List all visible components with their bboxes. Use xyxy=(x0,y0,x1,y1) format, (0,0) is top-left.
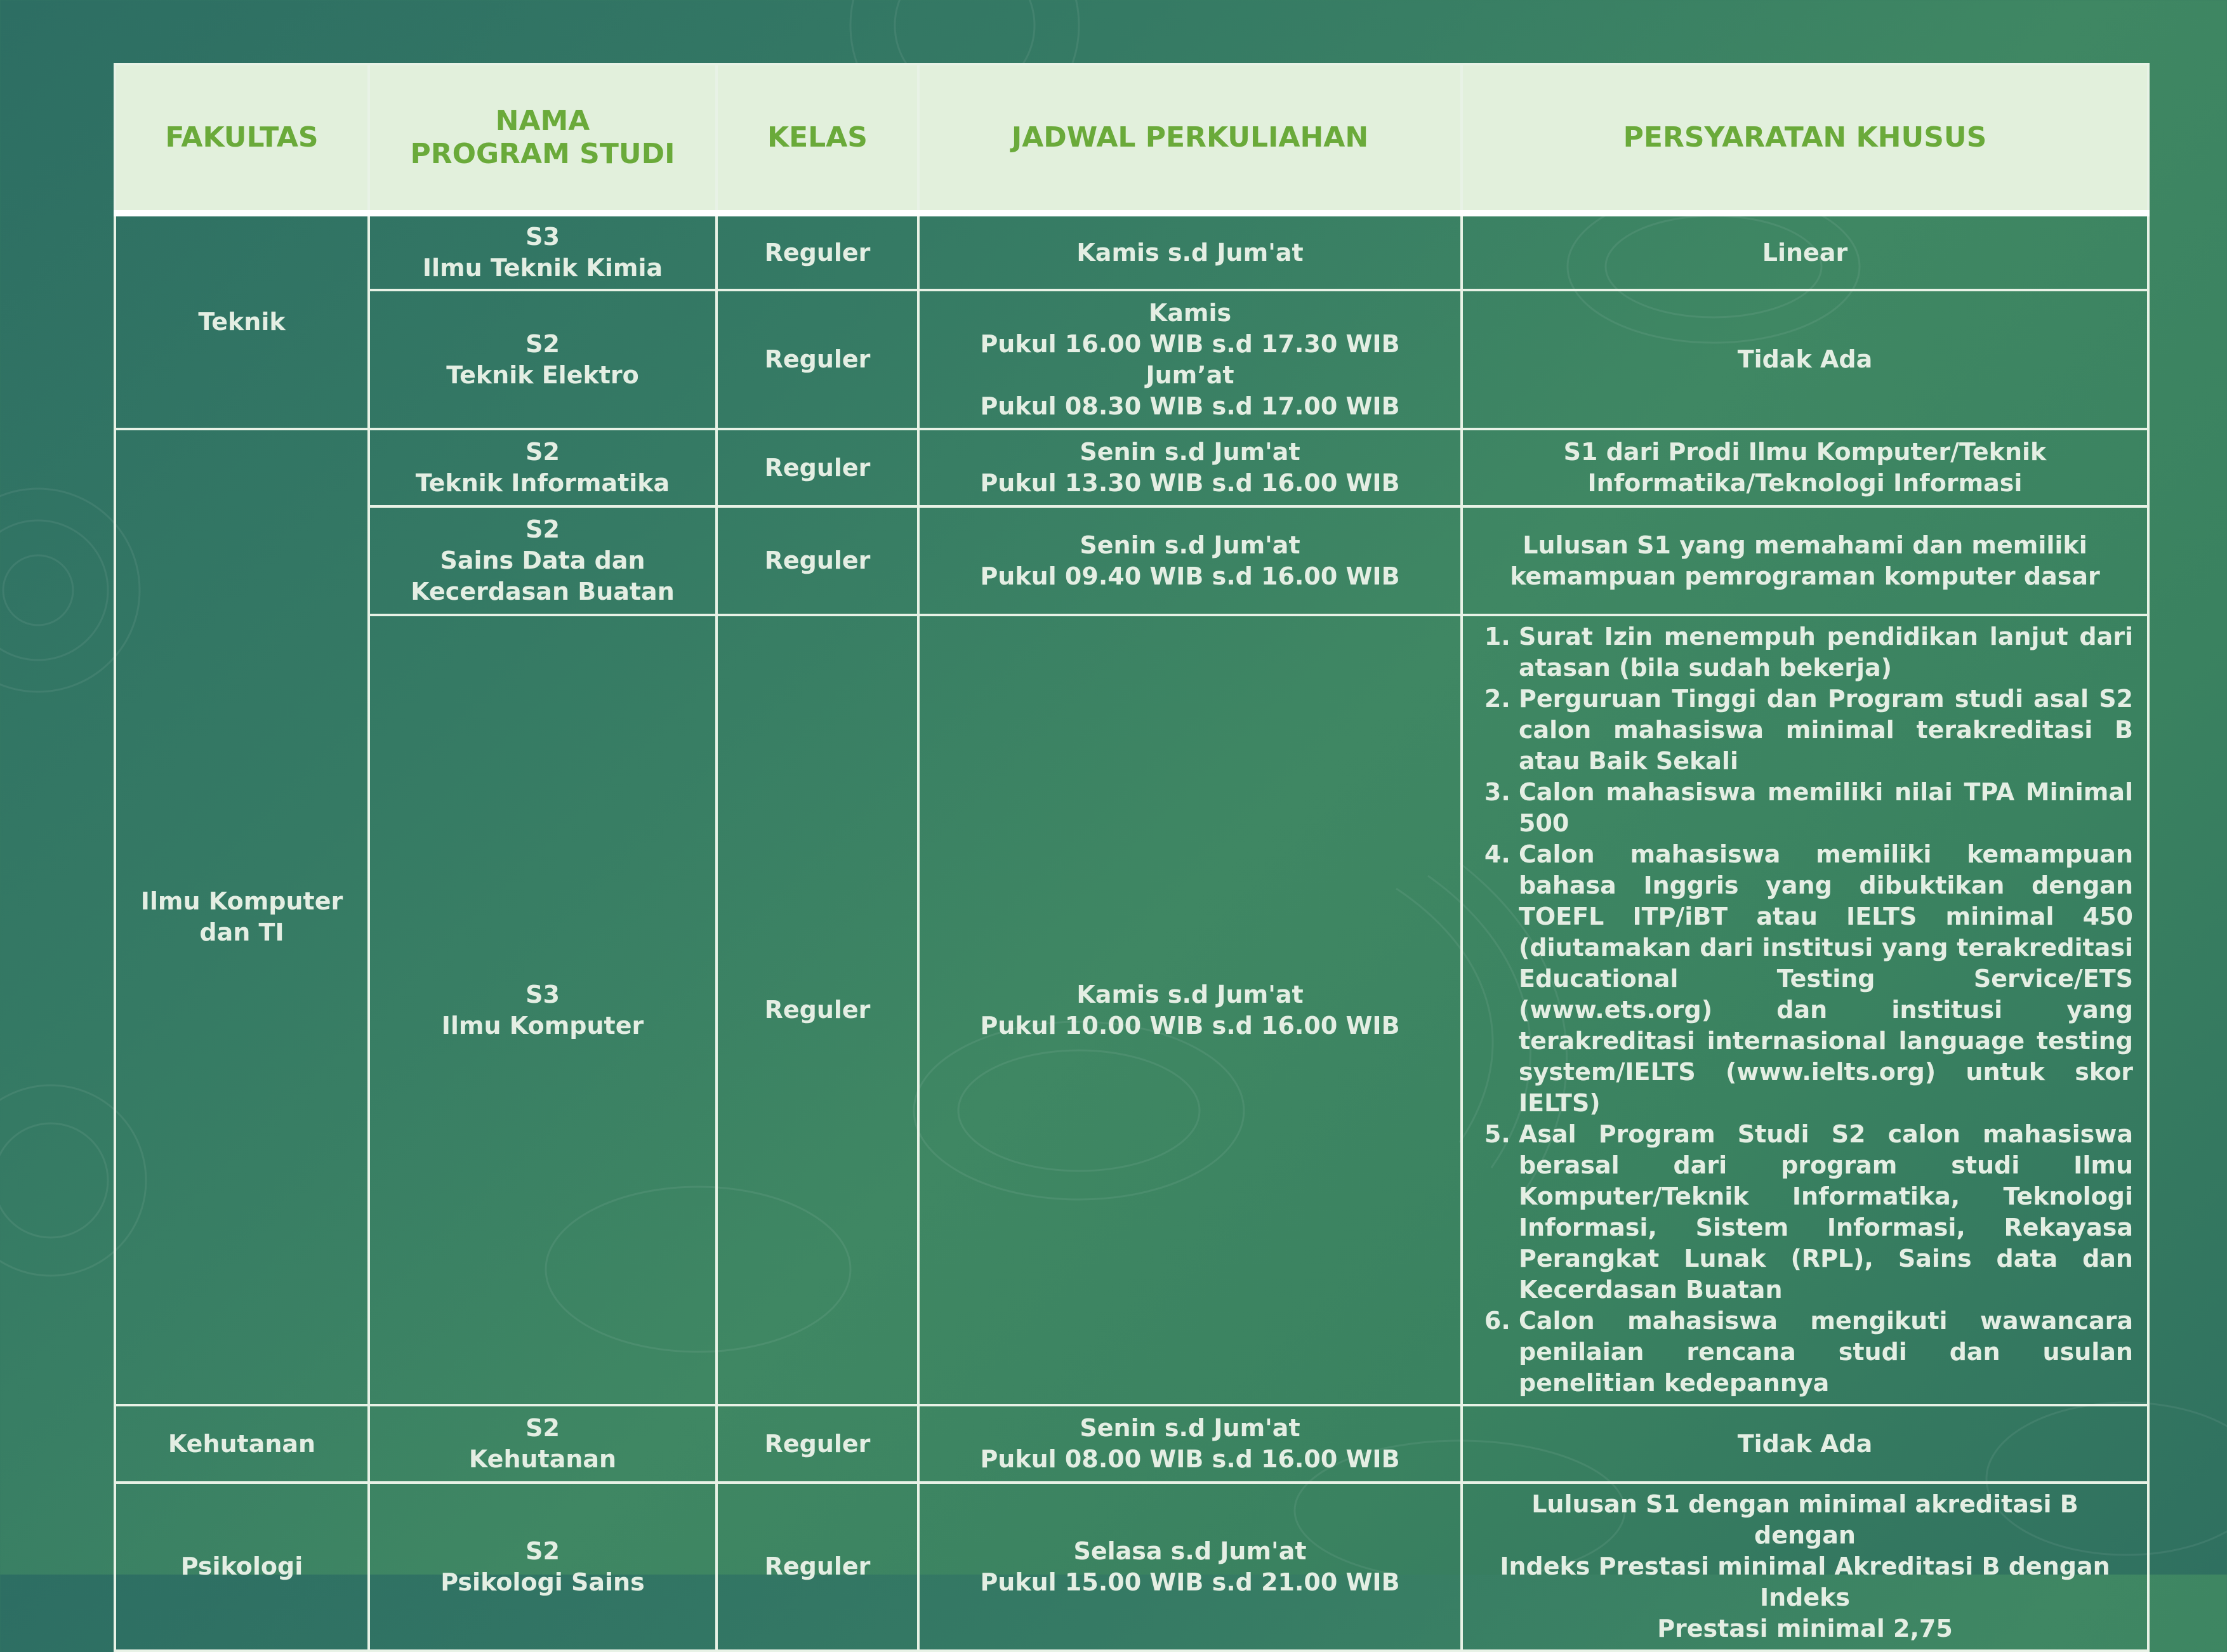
jadwal-cell: Selasa s.d Jum'at Pukul 15.00 WIB s.d 21.00 WIB xyxy=(918,1483,1462,1651)
syarat-list-cell xyxy=(1462,615,2148,1405)
program-cell: S2 Teknik Informatika xyxy=(369,429,717,506)
program-cell: S2 Sains Data dan Kecerdasan Buatan xyxy=(369,506,717,615)
faculty-cell: Psikologi xyxy=(115,1483,369,1651)
table-header-row xyxy=(115,64,2148,213)
faculty-cell: Ilmu Komputer dan TI xyxy=(115,429,369,1405)
header-jadwal: JADWAL PERKULIAHAN xyxy=(918,64,1462,213)
requirement-item: 6. Calon mahasiswa mengikuti wawancara penilaian rencana studi dan usulan penelitian kedepannya xyxy=(1519,1305,2133,1399)
jadwal-cell: Senin s.d Jum'at Pukul 13.30 WIB s.d 16.00 WIB xyxy=(918,429,1462,506)
kelas-cell: Reguler xyxy=(717,615,918,1405)
syarat-cell: Tidak Ada xyxy=(1462,1405,2148,1483)
requirement-item: 5. Asal Program Studi S2 calon mahasiswa berasal dari program studi Ilmu Komputer/Teknik Informatika, Teknologi Informasi, Sistem Informasi, Rekayasa Perangkat Lunak (RPL), Sains data dan Kecerdasan Buatan xyxy=(1519,1119,2133,1305)
jadwal-cell: Kamis Pukul 16.00 WIB s.d 17.30 WIB Jum’at Pukul 08.30 WIB s.d 17.00 WIB xyxy=(918,290,1462,429)
requirement-item: 1. Surat Izin menempuh pendidikan lanjut dari atasan (bila sudah bekerja) xyxy=(1519,621,2133,684)
table-row xyxy=(115,1405,2148,1483)
jadwal-cell: Kamis s.d Jum'at Pukul 10.00 WIB s.d 16.00 WIB xyxy=(918,615,1462,1405)
header-kelas: KELAS xyxy=(717,64,918,213)
program-cell: S2 Psikologi Sains xyxy=(369,1483,717,1651)
program-cell: S3 Ilmu Teknik Kimia xyxy=(369,213,717,290)
kelas-cell: Reguler xyxy=(717,213,918,290)
program-cell: S3 Ilmu Komputer xyxy=(369,615,717,1405)
faculty-cell: Kehutanan xyxy=(115,1405,369,1483)
kelas-cell: Reguler xyxy=(717,429,918,506)
kelas-cell: Reguler xyxy=(717,1483,918,1651)
syarat-cell: Linear xyxy=(1462,213,2148,290)
table-row xyxy=(115,213,2148,290)
syarat-cell: Lulusan S1 dengan minimal akreditasi B dengan Indeks Prestasi minimal Akreditasi B dengan Indeks Prestasi minimal 2,75 xyxy=(1462,1483,2148,1651)
syarat-cell: S1 dari Prodi Ilmu Komputer/Teknik Informatika/Teknologi Informasi xyxy=(1462,429,2148,506)
jadwal-cell: Kamis s.d Jum'at xyxy=(918,213,1462,290)
requirement-item: 2. Perguruan Tinggi dan Program studi asal S2 calon mahasiswa minimal terakreditasi B atau Baik Sekali xyxy=(1519,684,2133,777)
table-row xyxy=(115,615,2148,1405)
header-persyaratan: PERSYARATAN KHUSUS xyxy=(1462,64,2148,213)
program-cell: S2 Teknik Elektro xyxy=(369,290,717,429)
requirement-item: 4. Calon mahasiswa memiliki kemampuan bahasa Inggris yang dibuktikan dengan TOEFL ITP/iBT atau IELTS minimal 450 (diutamakan dari institusi yang terakreditasi Educational Testing Service/ETS (www.ets.org) dan institusi yang terakreditasi internasional language testing system/IELTS (www.ielts.org) untuk skor IELTS) xyxy=(1519,839,2133,1119)
kelas-cell: Reguler xyxy=(717,506,918,615)
faculty-cell: Teknik xyxy=(115,213,369,429)
program-cell: S2 Kehutanan xyxy=(369,1405,717,1483)
jadwal-cell: Senin s.d Jum'at Pukul 09.40 WIB s.d 16.00 WIB xyxy=(918,506,1462,615)
requirement-item: 3. Calon mahasiswa memiliki nilai TPA Minimal 500 xyxy=(1519,777,2133,839)
table-row xyxy=(115,1483,2148,1651)
requirements-list xyxy=(1477,621,2133,1399)
kelas-cell: Reguler xyxy=(717,290,918,429)
kelas-cell: Reguler xyxy=(717,1405,918,1483)
jadwal-cell: Senin s.d Jum'at Pukul 08.00 WIB s.d 16.00 WIB xyxy=(918,1405,1462,1483)
header-program-studi: NAMA PROGRAM STUDI xyxy=(369,64,717,213)
syarat-cell: Tidak Ada xyxy=(1462,290,2148,429)
syarat-cell: Lulusan S1 yang memahami dan memiliki kemampuan pemrograman komputer dasar xyxy=(1462,506,2148,615)
program-schedule-table xyxy=(114,63,2150,1652)
header-fakultas: FAKULTAS xyxy=(115,64,369,213)
table-row xyxy=(115,506,2148,615)
table-row xyxy=(115,429,2148,506)
table-row xyxy=(115,290,2148,429)
